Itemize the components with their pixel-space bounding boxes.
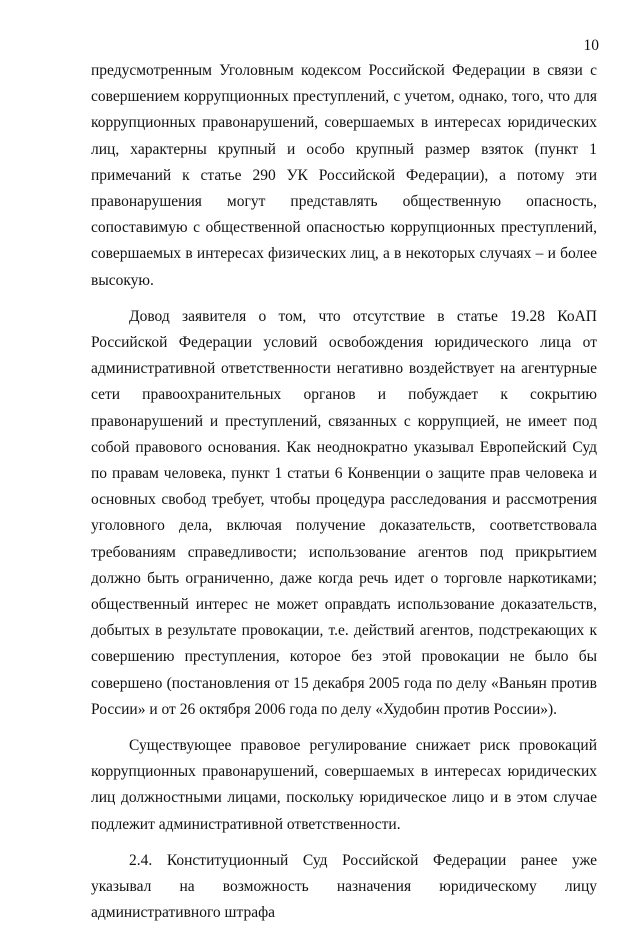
- document-body: [91, 58, 597, 927]
- page-number: 10: [583, 37, 599, 54]
- paragraph-claimant-argument: Довод заявителя о том, что отсутствие в статье 19.28 КоАП Российской Федерации условий освобождения юридического лица от административной ответственности негативно воздействует на агентурные сети правоохранительных органов и побуждает к сокрытию правонарушений и преступлений, связанных с коррупцией, не имеет под собой правового основания. Как неоднократно указывал Европейский Суд по правам человека, пункт 1 статьи 6 Конвенции о защите прав человека и основных свобод требует, чтобы процедура расследования и рассмотрения уголовного дела, включая получение доказательств, соответствовала требованиям справедливости; использование агентов под прикрытием должно быть ограниченно, даже когда речь идет о торговле наркотиками; общественный интерес не может оправдать использование доказательств, добытых в результате провокации, т.е. действий агентов, подстрекающих к совершению преступления, которое без этой провокации не было бы совершено (постановления от 15 декабря 2005 года по делу «Ваньян против России» и от 26 октября 2006 года по делу «Худобин против России»).: [91, 307, 597, 718]
- paragraph-current-regulation: Существующее правовое регулирование снижает риск провокаций коррупционных правонарушений, совершаемых в интересах юридических лиц должностными лицами, поскольку юридическое лицо и в этом случае подлежит административной ответственности.: [91, 737, 597, 833]
- paragraph-continuation: предусмотренным Уголовным кодексом Российской Федерации в связи с совершением коррупционных преступлений, с учетом, однако, того, что для коррупционных правонарушений, совершаемых в интересах юридических лиц, характерны крупный и особо крупный размер взяток (пункт 1 примечаний к статье 290 УК Российской Федерации), а потому эти правонарушения могут представлять общественную опасность, сопоставимую с общественной опасностью коррупционных преступлений, совершаемых в интересах физических лиц, а в некоторых случаях – и более высокую.: [91, 62, 597, 289]
- paragraph-section-2-4: 2.4. Конституционный Суд Российской Федерации ранее уже указывал на возможность назначения юридическому лицу административного штрафа: [91, 851, 597, 922]
